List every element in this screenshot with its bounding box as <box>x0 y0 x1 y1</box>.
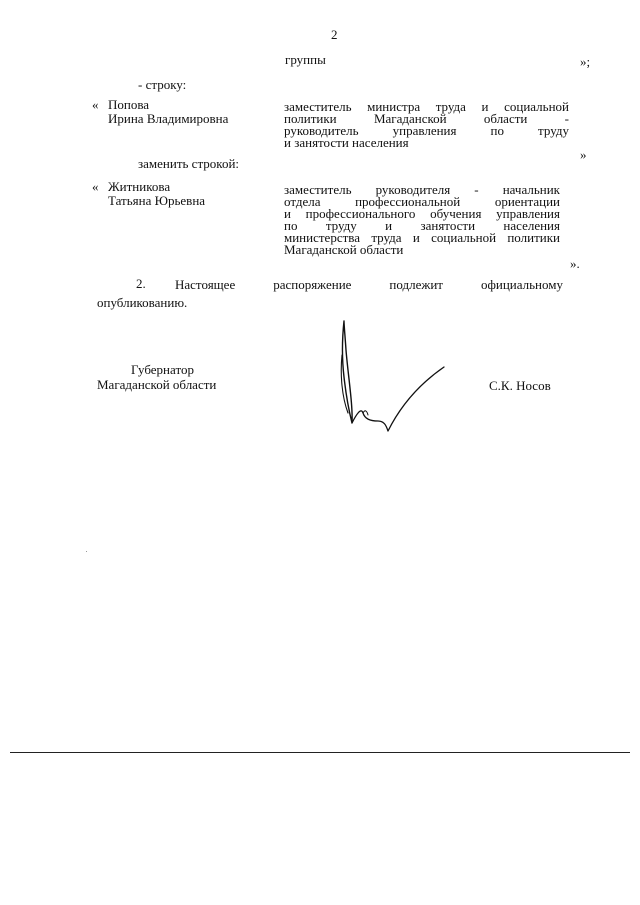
paragraph-line: Настоящее распоряжение подлежит официальному <box>175 277 563 292</box>
position-line: министерства труда и социальной политики <box>284 230 560 245</box>
person-surname: Попова <box>108 97 150 112</box>
page-number: 2 <box>331 27 338 42</box>
signatory-title: Магаданской области <box>97 377 217 392</box>
position-line: политики Магаданской области - <box>284 111 569 126</box>
position-line: заместитель министра труда и социальной <box>284 99 569 114</box>
continuation-text: группы <box>285 52 326 67</box>
label-replace-row: заменить строкой: <box>138 156 240 171</box>
person-given-name: Ирина Владимировна <box>108 111 229 126</box>
position-line: и профессионального обучения управления <box>284 206 560 221</box>
open-quote: « <box>92 97 99 112</box>
position-line: и занятости населения <box>284 135 409 150</box>
position-description <box>284 100 569 148</box>
label-strike-row: - строку: <box>138 77 187 92</box>
close-quote: » <box>580 147 587 162</box>
position-description <box>284 183 560 255</box>
position-line: отдела профессиональной ориентации <box>284 194 560 209</box>
handwritten-signature <box>330 315 455 440</box>
scan-speck <box>86 551 87 552</box>
position-line: по труду и занятости населения <box>284 218 560 233</box>
continuation-close: »; <box>580 54 591 69</box>
close-quote: ». <box>570 256 580 271</box>
bottom-divider <box>10 752 630 753</box>
signatory-title: Губернатор <box>131 362 194 377</box>
paragraph-number: 2. <box>136 276 146 291</box>
position-line: руководитель управления по труду <box>284 123 569 138</box>
position-line: заместитель руководителя - начальник <box>284 182 560 197</box>
paragraph-line: опубликованию. <box>97 295 188 310</box>
signatory-name: С.К. Носов <box>489 378 551 393</box>
open-quote: « <box>92 179 99 194</box>
person-given-name: Татьяна Юрьевна <box>108 193 206 208</box>
position-line: Магаданской области <box>284 242 404 257</box>
person-surname: Житникова <box>108 179 171 194</box>
